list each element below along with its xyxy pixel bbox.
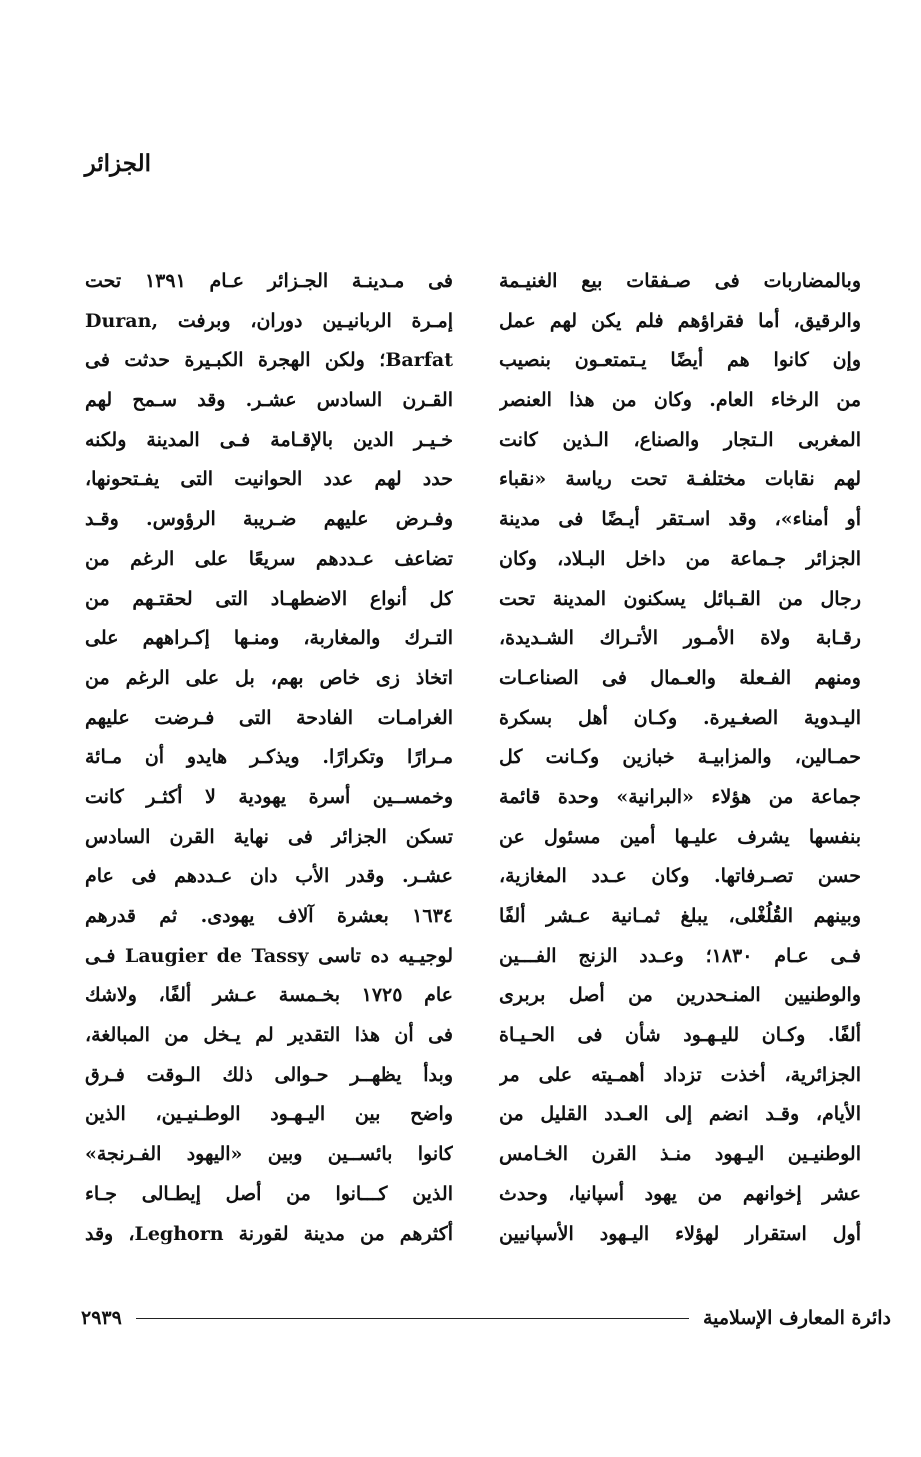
text-line: تسكن الجزائر فى نهاية القرن السادس: [85, 825, 453, 848]
text-line: كانوا بائســين وبين «اليهود الفـرنجة»: [85, 1143, 453, 1166]
text-line: أو أمناء»، وقد اسـتقر أيـضًا فى مدينة: [499, 508, 861, 531]
text-line: لوجيـيه ده تاسى Laugier de Tassy فـى: [85, 944, 453, 967]
text-line: ومنهم الفـعلة والعـمال فى الصناعـات: [499, 666, 861, 689]
text-line: وبالمضاربات فى صـفقات بيع الغنيـمة: [499, 270, 861, 292]
text-line: ألفًا. وكـان لليـهـود شأن فى الحـيـاة: [499, 1024, 861, 1047]
text-line: التـرك والمغاربة، ومنـها إكـراههم على: [85, 627, 453, 650]
text-line: الجزائر جـماعة من داخل البـلاد، وكان: [499, 547, 861, 570]
text-line: الجزائرية، أخذت تزداد أهمـيته على مر: [499, 1063, 861, 1086]
text-line: إمـرة الربانيـين دوران، وبرفت ,Duran: [85, 309, 453, 332]
text-line: فى مـدينـة الجـزائر عـام ١٣٩١ تحت: [85, 270, 453, 292]
running-head-title: الجزائر: [84, 150, 151, 177]
text-line: رجال من القـبائل يسكنون المدينة تحت: [499, 587, 861, 610]
text-line: حمـالين، والمزابيـة خبازين وكـانت كل: [499, 746, 861, 769]
text-line: كل أنواع الاضطهـاد التى لحقتـهم من: [85, 587, 453, 610]
text-column-left: [85, 262, 453, 1254]
text-line: الأيام، وقـد انضم إلى العـدد القليل من: [499, 1103, 861, 1126]
text-line: حدد لهم عدد الحوانيت التى يفـتحونها،: [85, 468, 453, 491]
text-line: المغربى الـتجار والصناع، الـذين كانت: [499, 428, 861, 451]
text-line: خـيـر الدين بالإقـامة فـى المدينة ولكنه: [85, 428, 453, 451]
text-line: عشر إخوانهم من يهود أسپانيا، وحدث: [499, 1182, 861, 1205]
text-line: حسن تصـرفاتها. وكان عـدد المغازية،: [499, 865, 861, 888]
text-line: وفـرض عليهم ضـريبة الرؤوس. وقـد: [85, 508, 453, 531]
text-line: ١٦٣٤ بعشرة آلاف يهودى. ثم قدرهم: [85, 905, 453, 927]
text-line: وإن كانوا هم أيضًا يـتمتعـون بنصيب: [499, 349, 861, 372]
page-footer: [81, 1303, 891, 1333]
page-number: ٢٩٣٩: [81, 1307, 122, 1329]
text-line: فى أن هذا التقدير لم يـخل من المبالغة،: [85, 1024, 453, 1047]
text-line: من الرخاء العام. وكان من هذا العنصر: [499, 389, 861, 412]
text-line: Barfat؛ ولكن الهجرة الكبـيرة حدثت فى: [85, 349, 453, 372]
text-line: وخمســين أسرة يهودية لا أكثـر كانت: [85, 785, 453, 808]
text-line: والوطنيين المنـحدرين من أصل بربرى: [499, 984, 861, 1007]
text-line: أول استقرار لهؤلاء اليـهود الأسپانيين: [499, 1222, 861, 1245]
text-line: وبدأ يظهــر حـوالى ذلك الـوقت فـرق: [85, 1063, 453, 1086]
text-line: اليـدوية الصغـيرة. وكـان أهل بسكرة: [499, 706, 861, 729]
text-line: واضح بين اليـهـود الوطـنيـين، الذين: [85, 1103, 453, 1126]
text-line: الذين كـــانوا من أصل إيطـالى جـاء: [85, 1182, 453, 1205]
text-line: الغرامـات الفادحة التى فـرضت عليهم: [85, 706, 453, 729]
text-line: الوطنيـين اليـهود منـذ القرن الخـامس: [499, 1143, 861, 1166]
publication-title: دائرة المعارف الإسلامية: [702, 1307, 891, 1329]
text-line: والرقيق، أما فقراؤهم فلم يكن لهم عمل: [499, 309, 861, 332]
text-line: القـرن السادس عشـر. وقد سـمح لهم: [85, 389, 453, 412]
text-line: لهم نقابات مختلفـة تحت رياسة «نقباء: [499, 468, 861, 491]
text-line: اتخاذ زى خاص بهم، بل على الرغم من: [85, 666, 453, 689]
text-line: وبينهم القُلُغْلى، يبلغ ثمـانية عـشر ألفًا: [499, 905, 861, 927]
text-column-right: [499, 262, 861, 1254]
text-line: أكثرهم من مدينة لقورنة Leghorn، وقد: [85, 1222, 453, 1245]
text-line: جماعة من هؤلاء «البرانية» وحدة قائمة: [499, 785, 861, 808]
text-line: رقـابة ولاة الأمـور الأتـراك الشـديدة،: [499, 627, 861, 650]
text-line: بنفسها يشرف عليـها أمين مسئول عن: [499, 825, 861, 848]
text-line: مـرارًا وتكرارًا. ويذكـر هايدو أن مـائة: [85, 746, 453, 769]
footer-rule: [136, 1318, 689, 1319]
text-line: عشـر. وقدر الأب دان عـددهم فى عام: [85, 865, 453, 888]
text-line: فـى عـام ١٨٣٠؛ وعـدد الزنج الفـــين: [499, 944, 861, 967]
text-line: تضاعف عـددهم سريعًا على الرغم من: [85, 547, 453, 570]
text-line: عام ١٧٢٥ بخـمسة عـشر ألفًا، ولاشك: [85, 984, 453, 1007]
